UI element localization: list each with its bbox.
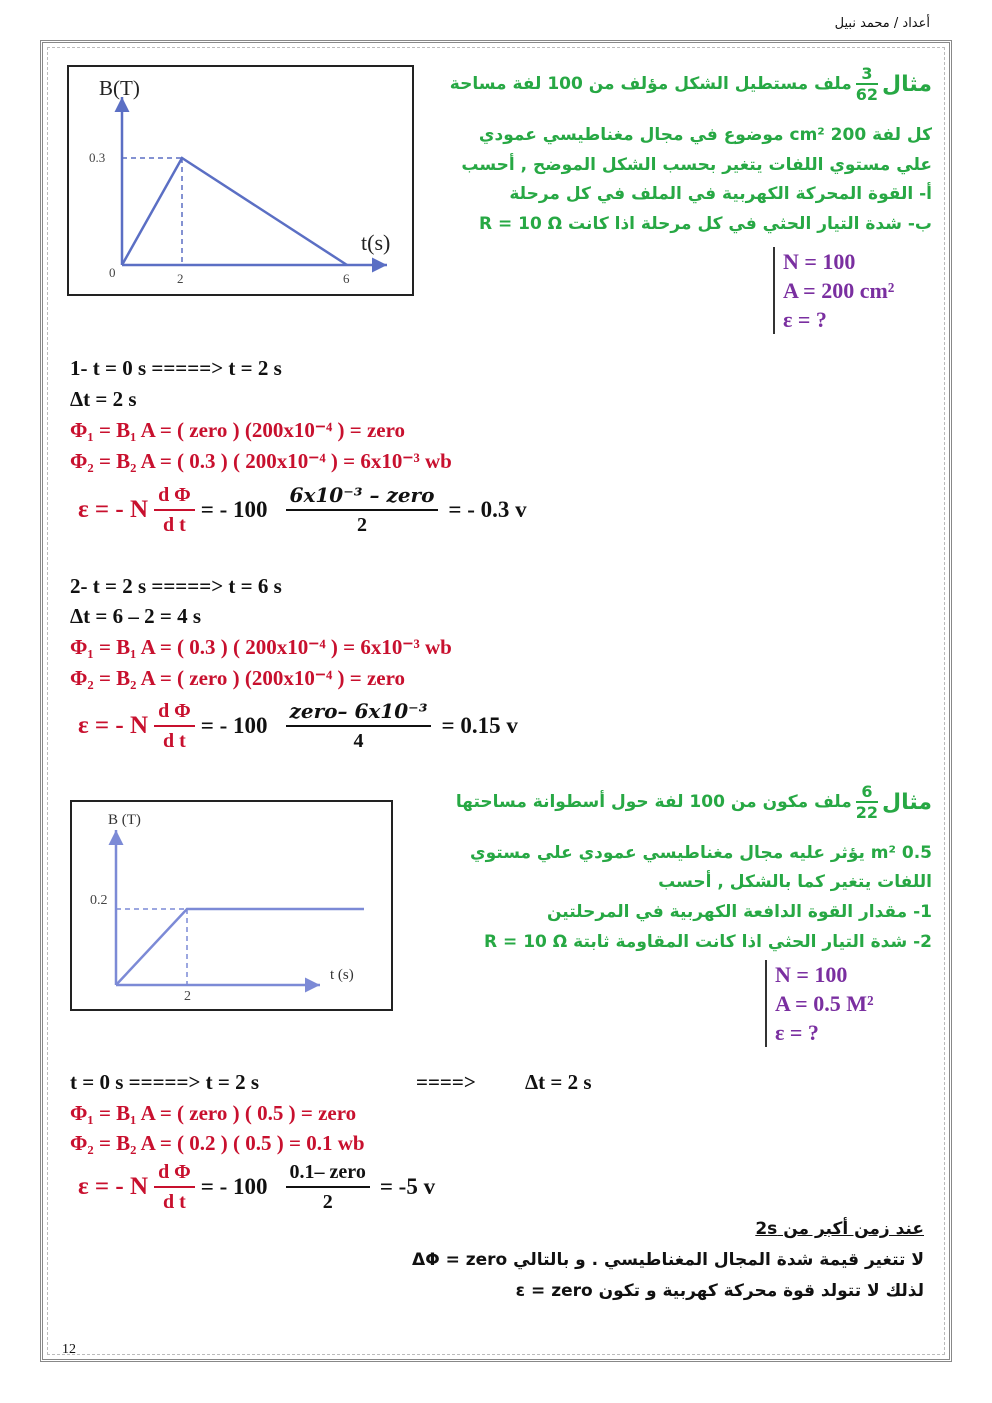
dphi-dt (154, 699, 195, 753)
dphi-dt (154, 1160, 195, 1214)
emf-lhs: ε = - N (78, 496, 149, 523)
ex2-line3: اللفات يتغير كما بالشكل , أحسب (658, 872, 932, 892)
emf-lhs: ε = - N (78, 1173, 149, 1200)
eq-result: = -5 v (379, 1174, 436, 1199)
ex2-s1-l1a: t = 0 s =====> t = 2 s (70, 1070, 260, 1094)
graph-2 (70, 800, 393, 1011)
note-title: عند زمن أكبر من 2s (755, 1219, 924, 1239)
ex1-s1-equation (78, 483, 527, 537)
frac-den: 2 (356, 514, 367, 536)
note-line1: لا تتغير قيمة شدة المجال المغناطيسي . و بالتالي ΔΦ = zero (412, 1250, 924, 1270)
x-tick: 2 (184, 989, 191, 1004)
x-axis-label: t(s) (361, 230, 391, 255)
example-2-title (456, 782, 932, 822)
dphi-dt (154, 483, 195, 537)
example-number-bottom: 62 (855, 85, 879, 104)
graph-1 (67, 65, 414, 296)
graph-2-svg (72, 802, 391, 1009)
eq-mid: = - 100 (200, 1174, 268, 1199)
ex2-line4: 1- مقدار القوة الدافعة الكهربية في المرحلتين (546, 902, 932, 922)
ex1-s1-l2: Δt = 2 s (70, 387, 137, 411)
ex1-given (773, 247, 894, 334)
frac-num: d Φ (158, 1161, 191, 1183)
given-item: A = 0.5 M² (775, 991, 874, 1016)
ex1-s2-equation (78, 699, 518, 753)
frac-den: d t (163, 1191, 186, 1213)
ex2-line2: 0.5 m² يؤثر عليه مجال مغناطيسي عمودي علي مستوي (470, 843, 932, 863)
ex1-s1-l4: Φ₂ = B₂ A = ( 0.3 ) ( 200x10⁻⁴ ) = 6x10⁻³ wb (70, 449, 452, 473)
frac-den: 4 (353, 730, 364, 752)
given-item: ε = ? (775, 1020, 819, 1045)
y-axis-label: B (T) (108, 812, 141, 828)
eq-mid: = - 100 (200, 497, 268, 522)
ex1-line1: ملف مستطيل الشكل مؤلف من 100 لفة مساحة (449, 74, 852, 94)
ex2-s1-equation (78, 1160, 435, 1214)
ex2-s1-l1b: ====> (416, 1070, 476, 1094)
frac-den: d t (163, 514, 186, 536)
example-number-bottom: 22 (855, 803, 879, 822)
eq-result: = - 0.3 v (448, 497, 527, 522)
frac-num: d Φ (158, 484, 191, 506)
frac-num: 0.1– zero (289, 1161, 366, 1183)
page-number: 12 (62, 1342, 76, 1357)
x-tick: 2 (177, 271, 184, 286)
given-item: N = 100 (783, 249, 856, 274)
ex1-s2-l3: Φ₁ = B₁ A = ( 0.3 ) ( 200x10⁻⁴ ) = 6x10⁻³ wb (70, 635, 452, 659)
ex2-s1-l3: Φ₁ = B₁ A = ( zero ) ( 0.5 ) = zero (70, 1101, 357, 1125)
value-fraction (286, 483, 439, 537)
frac-num: 6x10⁻³ – zero (289, 483, 435, 507)
frac-num: zero– 6x10⁻³ (289, 699, 428, 723)
ex2-line1: ملف مكون من 100 لفة حول أسطوانة مساحتها (455, 792, 852, 812)
emf-lhs: ε = - N (78, 712, 149, 739)
example-number (856, 64, 878, 104)
graph-1-svg (69, 67, 412, 294)
example-label: مثال (882, 789, 932, 815)
y-tick: 0.3 (89, 150, 106, 165)
frac-den: d t (163, 730, 186, 752)
author-header: أعداد / محمد نبيل (834, 16, 930, 31)
ex2-s1-l1c: Δt = 2 s (525, 1070, 592, 1094)
ex2-s1-l4: Φ₂ = B₂ A = ( 0.2 ) ( 0.5 ) = 0.1 wb (70, 1131, 365, 1155)
example-number-top: 3 (861, 64, 873, 83)
note-line2: لذلك لا تتولد قوة محركة كهربية و تكون ε = zero (515, 1281, 924, 1301)
ex2-line5: 2- شدة التيار الحثي اذا كانت المقاومة ثابتة R = 10 Ω (484, 932, 932, 952)
ex1-line2: كل لفة 200 cm² موضوع في مجال مغناطيسي عمودي (478, 125, 932, 145)
frac-num: d Φ (158, 700, 191, 722)
frac-den: 2 (322, 1191, 333, 1213)
given-item: ε = ? (783, 307, 827, 332)
example-number-top: 6 (861, 782, 873, 801)
x-tick: 6 (343, 271, 350, 286)
x-axis-label: t (s) (330, 967, 354, 983)
eq-result: = 0.15 v (441, 713, 518, 738)
given-item: N = 100 (775, 962, 848, 987)
given-item: A = 200 cm² (783, 278, 895, 303)
value-fraction (286, 1160, 370, 1214)
origin-label: 0 (109, 265, 116, 280)
example-number (856, 782, 878, 822)
ex1-s2-l1: 2- t = 2 s =====> t = 6 s (70, 574, 282, 598)
ex1-line4: أ- القوة المحركة الكهربية في الملف في كل مرحلة (509, 184, 932, 204)
value-fraction (286, 699, 432, 753)
ex1-line5: ب- شدة التيار الحثي في كل مرحلة اذا كانت R = 10 Ω (478, 214, 932, 234)
example-1-title (450, 64, 932, 104)
ex1-s1-l1: 1- t = 0 s =====> t = 2 s (70, 356, 282, 380)
b-curve (122, 158, 347, 265)
ex1-s2-l2: Δt = 6 – 2 = 4 s (70, 604, 202, 628)
ex1-s2-l4: Φ₂ = B₂ A = ( zero ) (200x10⁻⁴ ) = zero (70, 666, 406, 690)
ex2-given (765, 960, 874, 1047)
b-curve (116, 909, 364, 985)
ex1-line3: علي مستوي اللفات يتغير بحسب الشكل الموضح , أحسب (461, 155, 932, 175)
example-label: مثال (882, 71, 932, 97)
ex1-s1-l3: Φ₁ = B₁ A = ( zero ) (200x10⁻⁴ ) = zero (70, 418, 406, 442)
y-axis-label: B(T) (99, 76, 140, 100)
y-tick: 0.2 (90, 893, 108, 908)
eq-mid: = - 100 (200, 713, 268, 738)
